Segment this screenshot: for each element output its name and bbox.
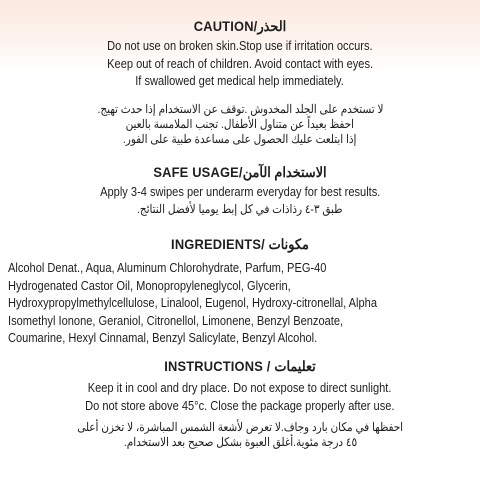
- safe-usage-line: Apply 3-4 swipes per underarm everyday for best results.: [99, 185, 381, 199]
- ingredients-line: Hydrogenated Castor Oil, Monopropyleneglycol, Glycerin,: [8, 278, 291, 293]
- caution-english: [0, 38, 480, 91]
- ingredients-list: [8, 260, 472, 348]
- ingredients-line: Isomethyl Ionone, Geraniol, Citronellol, Limonene, Benzyl Benzoate,: [8, 313, 344, 328]
- instructions-english: [0, 380, 480, 415]
- caution-line-ar: لا تستخدم على الجلد المخدوش .توقف عن الاستخدام إذا حدث تهيج.: [97, 102, 383, 116]
- caution-line-ar: إذا ابتلعت عليك الحصول على مساعدة طبية على الفور.: [123, 132, 357, 146]
- caution-line: Keep out of reach of children. Avoid contact with eyes.: [107, 56, 373, 71]
- instructions-heading: INSTRUCTIONS / تعليمات: [164, 358, 316, 374]
- safe-usage-line-ar: طبق ٣-٤ رذاذات في كل إبط يوميا لأفضل النتائج.: [137, 201, 343, 216]
- safe-usage-text: [0, 184, 480, 217]
- ingredients-line: Alcohol Denat., Aqua, Aluminum Chlorohydrate, Parfum, PEG-40: [8, 261, 327, 275]
- instructions-line-ar: ٤٥ درجة مئوية.أغلق العبوة بشكل صحيح بعد الاستخدام.: [123, 435, 357, 449]
- caution-line: Do not use on broken skin.Stop use if irritation occurs.: [107, 39, 373, 53]
- ingredients-heading: INGREDIENTS/ مكونات: [171, 236, 309, 252]
- caution-arabic: [0, 102, 480, 147]
- instructions-line-ar: احفظها في مكان بارد وجاف.لا تعرض لأشعة الشمس المباشرة، لا تخزن أعلى: [77, 420, 403, 434]
- caution-heading: CAUTION/الحذر: [193, 18, 287, 34]
- caution-line-ar: احفظ بعيداً عن متناول الأطفال. تجنب الملامسة بالعين: [125, 117, 355, 131]
- safe-usage-heading: SAFE USAGE/الاستخدام الآمن: [153, 164, 327, 180]
- ingredients-line: Hydroxypropylmethylcellulose, Linalool, Eugenol, Hydroxy-citronellal, Alpha: [8, 296, 377, 311]
- ingredients-line: Coumarine, Hexyl Cinnamal, Benzyl Salicylate, Benzyl Alcohol.: [8, 331, 318, 346]
- instructions-arabic: [0, 420, 480, 450]
- caution-line: If swallowed get medical help immediately.: [135, 74, 345, 89]
- instructions-line: Keep it in cool and dry place. Do not expose to direct sunlight.: [88, 381, 392, 395]
- instructions-line: Do not store above 45°c. Close the package properly after use.: [85, 398, 395, 413]
